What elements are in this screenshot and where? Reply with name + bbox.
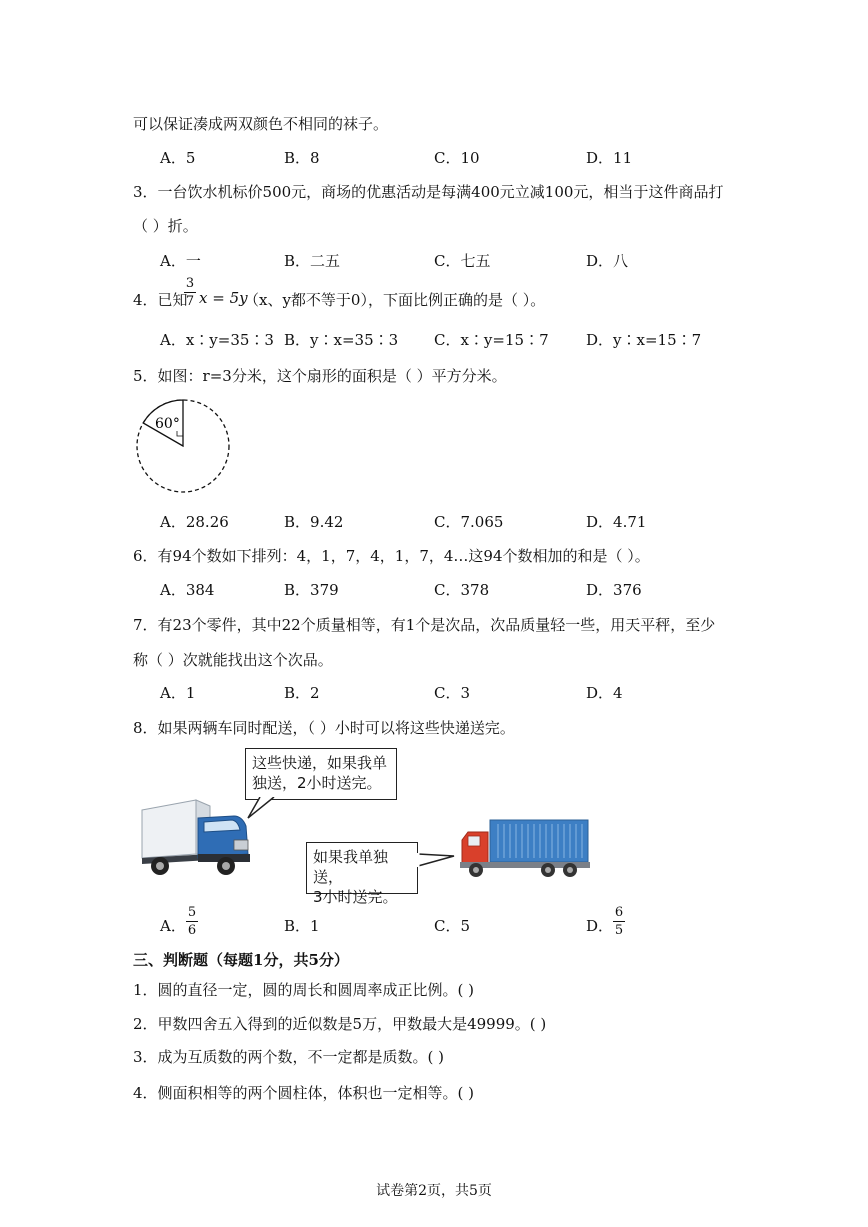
q5-option-b[interactable]: B．9.42 [284,513,344,531]
q8-option-a-fraction[interactable] [186,905,198,938]
q3-option-d[interactable]: D．八 [586,252,629,270]
q8-option-a-label[interactable]: A． [160,917,186,935]
judgment-item-3: 3．成为互质数的两个数，不一定都是质数。( ) [133,1048,445,1066]
q4-prefix: 4．已知 [133,291,188,309]
q7-option-b[interactable]: B．2 [284,684,320,702]
q8-option-c[interactable]: C．5 [434,917,471,935]
q6-text: 6．有94个数如下排列：4，1，7，4，1，7，4…这94个数相加的和是（ ）。 [133,547,650,565]
q8-option-d-fraction[interactable] [613,905,625,938]
speech-bubble-line: 如果我单独送， [313,848,389,886]
question-continuation: 可以保证凑成两双颜色不相同的袜子。 [133,115,389,133]
q4-option-a[interactable]: A．x∶y=35∶3 [160,331,274,349]
q7-option-a[interactable]: A．1 [160,684,196,702]
q5-option-c[interactable]: C．7.065 [434,513,504,531]
q7-text-line1: 7．有23个零件，其中22个质量相等，有1个是次品，次品质量轻一些，用天平秤，至少 [133,616,716,634]
q3-text-line2: （ ）折。 [133,217,198,235]
q4-suffix: （x、y都不等于0），下面比例正确的是（ ）。 [244,291,546,309]
speech-bubble-red-truck [306,842,418,906]
q7-option-d[interactable]: D．4 [586,684,623,702]
speech-bubble-line: 独送，2小时送完。 [252,774,382,792]
q2-option-b[interactable]: B．8 [284,149,320,167]
q7-option-c[interactable]: C．3 [434,684,471,702]
q6-option-c[interactable]: C．378 [434,581,490,599]
q6-option-b[interactable]: B．379 [284,581,339,599]
q3-text-line1: 3．一台饮水机标价500元，商场的优惠活动是每满400元立减100元，相当于这件商品打 [133,183,724,201]
q3-option-c[interactable]: C．七五 [434,252,491,270]
q6-option-a[interactable]: A．384 [160,581,215,599]
angle-label: 60° [155,416,180,432]
section-title-true-false: 三、判断题（每题1分，共5分） [133,951,349,969]
q8-option-b[interactable]: B．1 [284,917,320,935]
q4-option-d[interactable]: D．y∶x=15∶7 [586,331,702,349]
judgment-item-4: 4．侧面积相等的两个圆柱体，体积也一定相等。( ) [133,1084,475,1102]
q5-option-a[interactable]: A．28.26 [160,513,229,531]
q2-option-c[interactable]: C．10 [434,149,480,167]
q8-option-d-label[interactable]: D． [586,917,614,935]
fraction-denominator: 6 [187,923,197,938]
q4-equation: x = 5y [199,289,248,307]
q4-fraction [184,276,196,309]
q2-option-d[interactable]: D．11 [586,149,633,167]
q4-fraction-numerator: 3 [185,276,195,291]
q3-option-a[interactable]: A．一 [160,252,201,270]
judgment-item-1: 1．圆的直径一定，圆的周长和圆周率成正比例。( ) [133,981,475,999]
speech-bubble-line: 3小时送完。 [313,888,398,906]
q4-option-b[interactable]: B．y∶x=35∶3 [284,331,399,349]
white-box-truck-image [138,796,252,880]
speech-bubble-white-truck [245,748,397,800]
fraction-numerator: 6 [614,905,624,920]
fraction-numerator: 5 [187,905,197,920]
fraction-denominator: 5 [614,923,624,938]
q2-option-a[interactable]: A．5 [160,149,196,167]
page-footer: 试卷第2页，共5页 [376,1183,492,1199]
q4-option-c[interactable]: C．x∶y=15∶7 [434,331,549,349]
q3-option-b[interactable]: B．二五 [284,252,341,270]
container-truck-image [458,818,592,880]
q5-text: 5．如图：r=3分米，这个扇形的面积是（ ）平方分米。 [133,367,507,385]
q4-fraction-denominator: 7 [185,294,195,309]
q8-text: 8．如果两辆车同时配送，（ ）小时可以将这些快递送完。 [133,719,515,737]
q5-option-d[interactable]: D．4.71 [586,513,647,531]
q6-option-d[interactable]: D．376 [586,581,642,599]
speech-bubble-tail [414,848,458,872]
q7-text-line2: 称（ ）次就能找出这个次品。 [133,651,333,669]
sector-figure [130,396,240,500]
speech-bubble-line: 这些快递，如果我单 [252,754,388,772]
judgment-item-2: 2．甲数四舍五入得到的近似数是5万，甲数最大是49999。( ) [133,1015,547,1033]
